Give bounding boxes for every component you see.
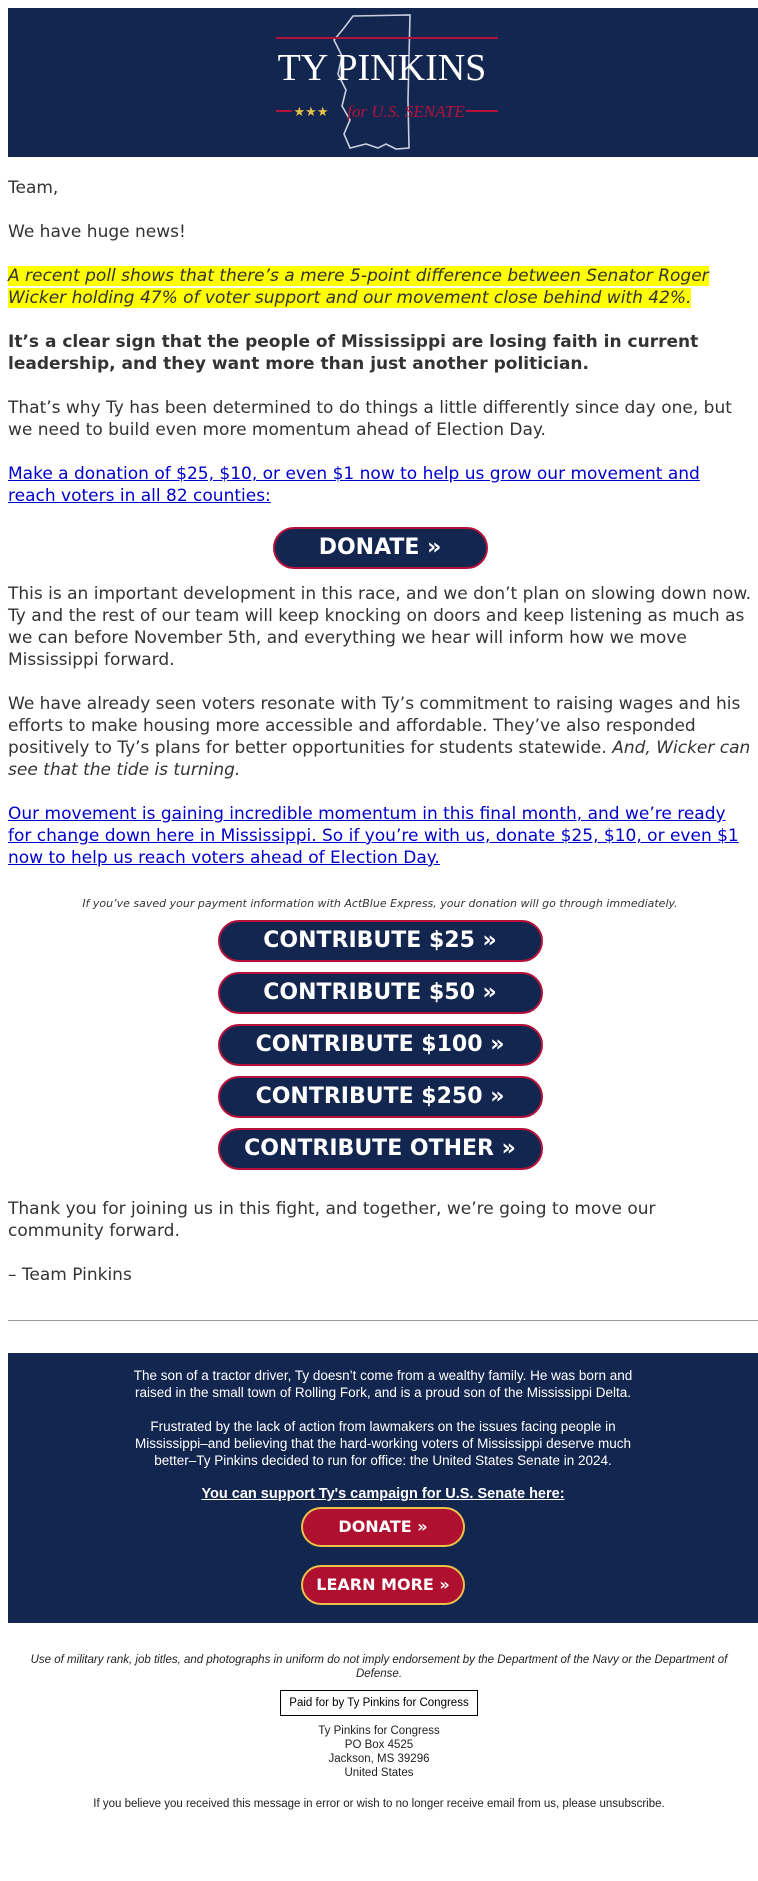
contribute-100-button[interactable]: CONTRIBUTE $100 » (218, 1024, 543, 1066)
development-paragraph: This is an important development in this race, and we don’t plan on slowing down now. Ty and the rest of our team will keep knocking on doors and keep listening as much as we can before November 5th, and everything we hear will inform how we move Mississippi forward. (8, 584, 752, 670)
address-line: Jackson, MS 39296 (328, 1753, 430, 1765)
donation-ask-link[interactable]: Make a donation of $25, $10, or even $1 now to help us grow our movement and reach voters in all 82 counties: (8, 464, 700, 506)
military-disclaimer: Use of military rank, job titles, and photographs in uniform do not imply endorsement by the Department of the Navy or the Department of Defense. (30, 1654, 728, 1680)
header-banner (8, 8, 758, 157)
contribute-50-button[interactable]: CONTRIBUTE $50 » (218, 972, 543, 1014)
resonate-italic: And, Wicker can see that the tide is turning. (8, 738, 751, 780)
campaign-logo (8, 8, 758, 157)
resonate-text: We have already seen voters resonate with Ty’s commitment to raising wages and his efforts to make housing more accessible and affordable. They’ve also responded positively to Ty’s plans for better opportunities for students statewide. (8, 694, 741, 758)
support-link[interactable]: You can support Ty's campaign for U.S. Senate here: (201, 1486, 565, 1502)
why-paragraph: That’s why Ty has been determined to do things a little differently since day one, but we need to build even more momentum ahead of Election Day. (8, 398, 732, 440)
momentum-donate-link[interactable]: Our movement is gaining incredible momentum in this final month, and we’re ready for change down here in Mississippi. So if you’re with us, donate $25, $10, or even $1 now to help us reach voters ahead of Election Day. (8, 804, 739, 868)
paid-for-box: Paid for by Ty Pinkins for Congress (280, 1690, 477, 1716)
message-content (0, 177, 758, 1286)
legal-footer (0, 1653, 758, 1810)
contribute-250-button[interactable]: CONTRIBUTE $250 » (218, 1076, 543, 1118)
greeting: Team, (8, 178, 59, 198)
footer-donate-button[interactable]: DONATE » (301, 1507, 465, 1547)
poll-highlight: A recent poll shows that there’s a mere 5-point difference between Senator Roger Wicker holding 47% of voter support and our movement close behind with 42%. (8, 266, 709, 308)
donate-button[interactable]: DONATE » (273, 527, 488, 569)
star-icon: ★★★ (293, 105, 329, 120)
bio-paragraph-1: The son of a tractor driver, Ty doesn’t come from a wealthy family. He was born and raised in the small town of Rolling Fork, and is a proud son of the Mississippi Delta. (133, 1368, 633, 1400)
section-divider (8, 1320, 758, 1321)
actblue-express-note: If you’ve saved your payment information with ActBlue Express, your donation will go through immediately. (82, 897, 678, 910)
contribute-buttons (8, 920, 752, 1170)
donate-button-row (8, 527, 752, 569)
unsubscribe-notice[interactable]: If you believe you received this message in error or wish to no longer receive email from us, please unsubscribe. (93, 1798, 665, 1810)
mailing-address (10, 1724, 748, 1780)
sign-paragraph: It’s a clear sign that the people of Mississippi are losing faith in current leadership, and they want more than just another politician. (8, 332, 699, 374)
resonate-paragraph (8, 693, 752, 781)
bio-paragraph-2: Frustrated by the lack of action from lawmakers on the issues facing people in Mississippi–and believing that the hard-working voters of Mississippi deserve much better–Ty Pinkins decided to run for office: the United States Senate in 2024. (135, 1419, 631, 1468)
poll-paragraph (8, 265, 752, 309)
contribute-25-button[interactable]: CONTRIBUTE $25 » (218, 920, 543, 962)
news-line: We have huge news! (8, 222, 186, 242)
thanks-paragraph: Thank you for joining us in this fight, and together, we’re going to move our community forward. (8, 1199, 656, 1241)
logo-tagline-text: for U.S. SENATE (347, 102, 465, 121)
learn-more-button[interactable]: LEARN MORE » (301, 1565, 465, 1605)
address-line: Ty Pinkins for Congress (318, 1725, 440, 1737)
logo-name-text: TY PINKINS (277, 47, 487, 89)
bio-block (8, 1353, 758, 1623)
address-line: United States (344, 1767, 414, 1779)
momentum-paragraph (8, 803, 752, 869)
signoff: – Team Pinkins (8, 1265, 132, 1285)
email-body (0, 8, 758, 1810)
contribute-other-button[interactable]: CONTRIBUTE OTHER » (218, 1128, 543, 1170)
address-line: PO Box 4525 (344, 1739, 414, 1751)
ask-paragraph (8, 463, 752, 507)
